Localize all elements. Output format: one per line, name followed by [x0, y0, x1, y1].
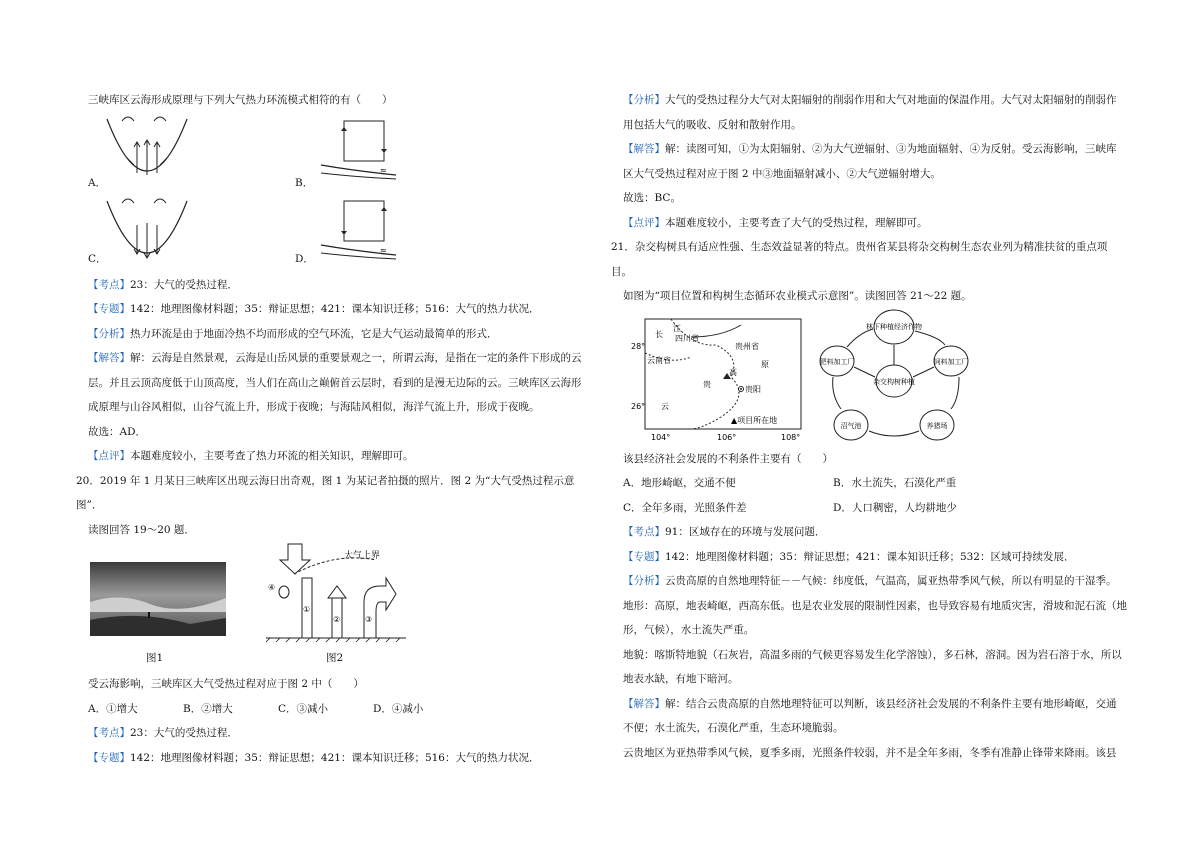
cycle-bottom-left: 沼气池	[840, 421, 862, 430]
svg-text:④: ④	[268, 583, 276, 592]
map-yuan: 原	[761, 359, 769, 369]
cycle-left: 肥料加工厂	[819, 357, 855, 366]
map-lon-104: 104°	[651, 432, 671, 442]
svg-text:③: ③	[365, 615, 373, 624]
q19-jieda-2: 层。并且云顶高度低于山顶高度，当人们在高山之巅俯首云层时，看到的是漫无边际的云。三峡库区云海形	[88, 376, 582, 389]
map-guizhou: 贵州省	[735, 341, 759, 351]
q19-dianping	[88, 444, 593, 469]
map-yunnan: 云南省	[647, 355, 671, 365]
q21-jieda	[623, 692, 1128, 717]
cycle-right: 饲料加工厂	[933, 357, 969, 366]
q21-fenxi-3: 形，气候），水土流失严重。	[623, 624, 755, 636]
tag-zhuanti: 【专题】	[88, 303, 130, 315]
q19-label-c: C．	[88, 252, 107, 265]
heat-process-figure-2	[266, 542, 406, 646]
q21-stem-1: 21．杂交构树具有适应性强、生态效益显著的特点。贵州省某县将杂交构树生态农业列为精准扶贫的重点项目。	[611, 241, 1108, 278]
photo-figure-1	[90, 562, 226, 636]
q21-fenxi-2: 地形：高原，地表崎岖，西高东低。也是农业发展的限制性因素，也导致容易有地质灾害，滑坡和泥石流（地	[623, 599, 1127, 612]
q20-option-b: B．②增大	[183, 702, 233, 715]
tag-kaodian: 【考点】	[88, 727, 130, 739]
q21-kaodian-text: 91：区域存在的环境与发展问题．	[665, 526, 826, 538]
q19-jieda-text: 解：云海是自然景观，云海是山岳风景的重要景观之一，所谓云海，是指在一定的条件下形成的云	[130, 352, 582, 364]
q21-stem-2: 如图为“项目位置和构树生态循环农业模式示意图”。读图回答 21～22 题。	[623, 290, 972, 302]
svg-text:≈: ≈	[380, 165, 387, 175]
sea-land-diagram-b	[316, 113, 406, 187]
tag-jieda: 【解答】	[623, 697, 665, 710]
q21-fenxi-5: 地表水缺，有地下暗河。	[623, 673, 739, 685]
q20-jieda	[623, 137, 1128, 162]
cycle-center: 杂交构树种植	[873, 377, 915, 386]
q19-figures-ab	[88, 113, 593, 195]
left-column	[76, 88, 593, 770]
q19-zhuanti-text: 142：地理图像材料题；35：辩证思想；421：课本知识迁移；516：大气的热力状况．	[130, 303, 540, 315]
q21-jieda-3: 云贵地区为亚热带季风气候，夏季多雨，光照条件较弱，并不是全年多雨，冬季有准静止锋带来降雨。该县	[623, 746, 1117, 759]
q19-zhuanti	[88, 297, 593, 322]
q21-option-c: C．全年多雨，光照条件差	[623, 501, 747, 514]
tag-zhuanti: 【专题】	[88, 751, 130, 764]
map-lat-26: 26°	[631, 401, 646, 411]
map-yun: 云	[661, 401, 669, 411]
q19-stem: 三峡库区云海形成原理与下列大气热力环流模式相符的有（ ）	[88, 94, 393, 106]
tag-fenxi: 【分析】	[623, 94, 665, 106]
q21-jieda-2: 不便；水土流失，石漠化严重，生态环境脆弱。	[623, 722, 844, 734]
q20-jieda-text: 解：读图可知，①为太阳辐射、②为大气逆辐射、③为地面辐射、④为反射。受云海影响，三峡库	[665, 143, 1117, 155]
q19-jieda	[88, 346, 593, 371]
q19-kaodian-text: 23：大气的受热过程．	[130, 278, 238, 291]
tag-dianping: 【点评】	[623, 216, 665, 229]
map-river: 江	[673, 323, 681, 333]
q20-zhuanti-text: 142：地理图像材料题；35：辩证思想；421：课本知识迁移；516：大气的热力状况．	[130, 751, 540, 764]
map-lon-106: 106°	[717, 432, 737, 442]
q19-kaodian	[88, 273, 593, 298]
tag-fenxi: 【分析】	[88, 327, 130, 340]
map-chang: 长	[655, 329, 663, 339]
svg-text:②: ②	[333, 615, 341, 624]
cycle-bottom-right: 养猪场	[926, 421, 948, 430]
q21-zhuanti-text: 142：地理图像材料题；35：辩证思想；421：课本知识迁移；532：区域可持续发展．	[665, 550, 1075, 563]
q20-fenxi	[623, 88, 1128, 113]
svg-text:≈: ≈	[380, 245, 387, 255]
map-lat-28: 28°	[631, 341, 646, 351]
cycle-top: 林下种植经济作物	[866, 322, 922, 331]
q21-figures	[623, 309, 1128, 447]
valley-diagram-c	[102, 195, 192, 269]
q20-kaodian	[88, 721, 593, 746]
q20-option-a: A．①增大	[88, 702, 138, 715]
q19-fenxi	[88, 322, 593, 347]
q21-options-row-2	[623, 496, 1043, 521]
q20-kaodian-text: 23：大气的受热过程．	[130, 727, 238, 739]
q20-stem-1: 20．2019 年 1 月某日三峡库区出现云海日出奇观，图 1 为某记者拍摄的照片．图 2 为“大气受热过程示意图”．	[76, 474, 575, 511]
q19-label-a: A．	[88, 176, 107, 189]
q20-jieda-2: 区大气受热过程对应于图 2 中③地面辐射减小、②大气逆辐射增大。	[623, 167, 941, 180]
q20-zhuanti	[88, 746, 593, 771]
map-sichuan: 四川省	[675, 333, 699, 343]
q20-dianping	[623, 211, 1128, 236]
fig2-top-label: 大气上界	[344, 551, 381, 561]
eco-cycle-diagram	[819, 309, 969, 445]
q20-question: 受云海影响，三峡库区大气受热过程对应于图 2 中（ ）	[88, 678, 364, 690]
q20-fenxi-2: 用包括大气的吸收、反射和散射作用。	[623, 118, 802, 131]
q19-answer: 故选：AD．	[88, 425, 147, 438]
figure-1-caption: 图1	[146, 652, 164, 664]
q21-options-row-1	[623, 471, 1043, 496]
tag-dianping: 【点评】	[88, 450, 130, 462]
q20-figures	[88, 542, 593, 672]
q21-question: 该县经济社会发展的不利条件主要有（ ）	[623, 452, 833, 465]
q21-zhuanti	[623, 545, 1128, 570]
q20-stem-2: 读图回答 19～20 题．	[88, 523, 195, 536]
project-location-map	[631, 317, 811, 443]
tag-jieda: 【解答】	[623, 143, 665, 155]
q19-label-b: B．	[295, 176, 314, 189]
tag-kaodian: 【考点】	[623, 526, 665, 538]
map-legend: ▲项目所在地	[731, 415, 778, 425]
q21-jieda-text: 解：结合云贵高原的自然地理特征可以判断，该县经济社会发展的不利条件主要有地形崎岖，交通	[665, 697, 1117, 710]
q20-option-c: C．③减小	[278, 702, 329, 715]
tag-fenxi: 【分析】	[623, 575, 665, 587]
map-lon-108: 108°	[781, 432, 801, 442]
q20-options	[88, 697, 468, 722]
q20-dianping-text: 本题难度较小，主要考查了大气的受热过程，理解即可。	[665, 216, 928, 229]
q21-option-b: B．水土流失，石漠化严重	[833, 477, 957, 489]
sea-land-diagram-d	[316, 195, 406, 269]
q19-dianping-text: 本题难度较小，主要考查了热力环流的相关知识，理解即可。	[130, 450, 414, 462]
svg-text:①: ①	[303, 605, 311, 614]
tag-kaodian: 【考点】	[88, 278, 130, 291]
q19-fenxi-text: 热力环流是由于地面冷热不均而形成的空气环流，它是大气运动最简单的形式．	[130, 327, 498, 340]
q20-option-d: D．④减小	[373, 702, 424, 715]
map-gui: 贵	[703, 379, 711, 389]
tag-jieda: 【解答】	[88, 352, 130, 364]
q21-fenxi-text: 云贵高原的自然地理特征－－气候：纬度低，气温高，属亚热带季风气候，所以有明显的干湿季。	[665, 575, 1117, 587]
q21-kaodian	[623, 520, 1128, 545]
figure-2-caption: 图2	[326, 652, 344, 664]
q21-fenxi-4: 地貌：喀斯特地貌（石灰岩，高温多雨的气候更容易发生化学溶蚀），多石林，溶洞。因为岩石溶于水，所以	[623, 648, 1122, 661]
q21-option-a: A．地形崎岖，交通不便	[623, 477, 736, 489]
q21-fenxi	[623, 569, 1128, 594]
q20-answer: 故选：BC。	[623, 192, 681, 204]
q19-jieda-3: 成原理与山谷风相似，山谷气流上升，形成于夜晚；与海陆风相似，海洋气流上升，形成于夜晚。	[88, 401, 540, 413]
q19-figures-cd	[88, 195, 593, 273]
q21-option-d: D．人口稠密，人均耕地少	[833, 501, 957, 514]
map-gao: 高	[729, 367, 737, 377]
tag-zhuanti: 【专题】	[623, 550, 665, 563]
valley-diagram-a	[102, 113, 192, 187]
map-guiyang: 贵阳	[745, 384, 761, 394]
q20-fenxi-text: 大气的受热过程分大气对太阳辐射的削弱作用和大气对地面的保温作用。大气对太阳辐射的削弱作	[665, 94, 1117, 106]
q19-label-d: D．	[295, 252, 314, 265]
right-column	[611, 88, 1128, 765]
